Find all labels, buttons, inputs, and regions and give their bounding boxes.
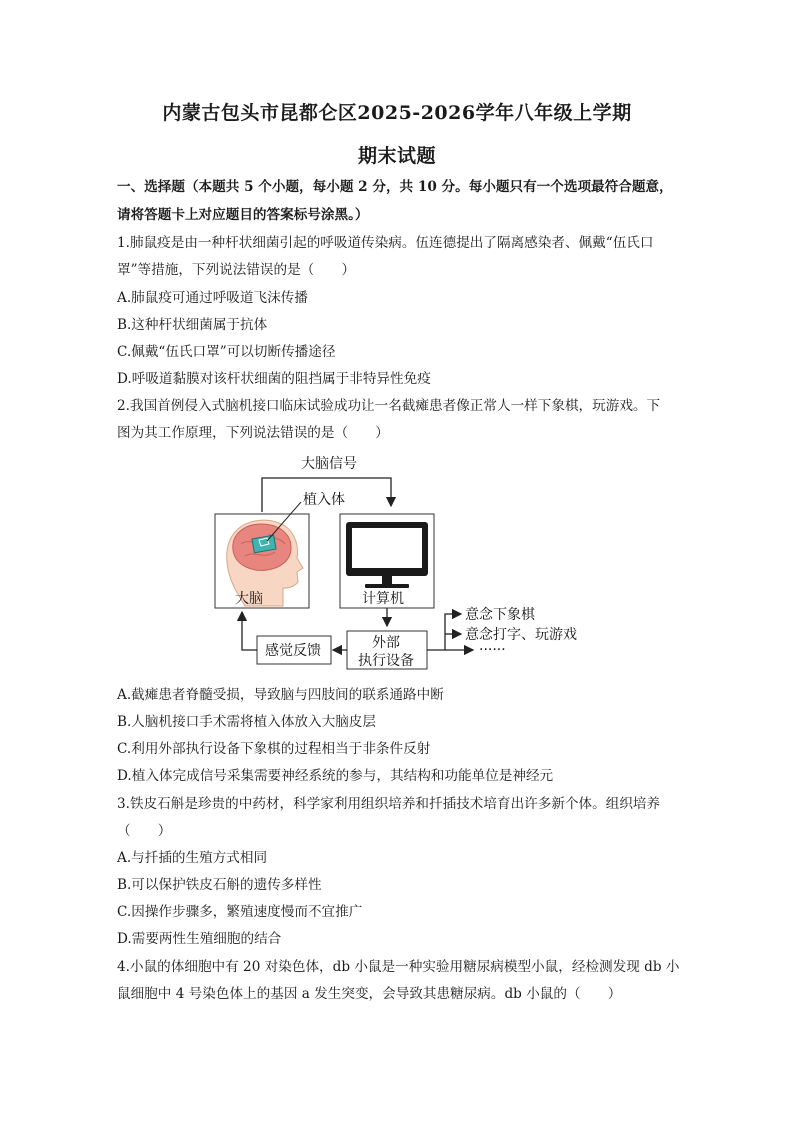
- q3-option-d: D.需要两性生殖细胞的结合: [117, 931, 282, 947]
- feedback-label: 感觉反馈: [265, 643, 321, 659]
- signal-label: 大脑信号: [301, 456, 357, 472]
- device-label-line1: 外部: [372, 635, 400, 651]
- q2-option-a: A.截瘫患者脊髓受损，导致脑与四肢间的联系通路中断: [117, 687, 444, 703]
- q1-stem-line2: 罩”等措施，下列说法错误的是（ ）: [117, 262, 356, 278]
- q2-option-b: B.人脑机接口手术需将植入体放入大脑皮层: [117, 714, 376, 730]
- q3-option-a: A.与扦插的生殖方式相同: [117, 850, 268, 866]
- device-label-line2: 执行设备: [358, 653, 414, 669]
- q1-option-c: C.佩戴“伍氏口罩”可以切断传播途径: [117, 344, 336, 360]
- page-title-line1: 内蒙古包头市昆都仑区2025-2026学年八年级上学期: [162, 102, 632, 124]
- section-heading-line2: 请将答题卡上对应题目的答案标号涂黑。）: [117, 207, 369, 223]
- output2-label: 意念打字、玩游戏: [465, 627, 577, 643]
- implant-label: 植入体: [303, 492, 345, 508]
- q2-stem-line2: 图为其工作原理，下列说法错误的是（ ）: [117, 425, 389, 441]
- computer-label: 计算机: [362, 591, 404, 607]
- q4-stem-line2: 鼠细胞中 4 号染色体上的基因 a 发生突变，会导致其患糖尿病。db 小鼠的（ ）: [117, 986, 622, 1002]
- q1-stem-line1: 1.肺鼠疫是由一种杆状细菌引起的呼吸道传染病。伍连德提出了隔离感染者、佩戴“伍氏口: [117, 235, 654, 251]
- q3-stem-line1: 3.铁皮石斛是珍贵的中药材，科学家利用组织培养和扦插技术培育出许多新个体。组织培养: [117, 796, 661, 812]
- q2-option-d: D.植入体完成信号采集需要神经系统的参与，其结构和功能单位是神经元: [117, 768, 554, 784]
- feedback-to-brain-arrow: [242, 612, 257, 650]
- q2-option-c: C.利用外部执行设备下象棋的过程相当于非条件反射: [117, 741, 431, 757]
- section-heading-line1: 一、选择题（本题共 5 个小题，每小题 2 分，共 10 分。每小题只有一个选项最符合题意，: [117, 179, 673, 195]
- q1-option-b: B.这种杆状细菌属于抗体: [117, 317, 268, 333]
- q3-stem-line2: （ ）: [117, 823, 172, 839]
- q3-option-b: B.可以保护铁皮石斛的遗传多样性: [117, 877, 322, 893]
- output1-label: 意念下象棋: [465, 607, 535, 623]
- q3-option-c: C.因操作步骤多，繁殖速度慢而不宜推广: [117, 904, 363, 920]
- output1-arrow: [445, 614, 461, 650]
- output3-label: ······: [479, 642, 506, 658]
- q1-option-a: A.肺鼠疫可通过呼吸道飞沫传播: [117, 290, 308, 306]
- q2-stem-line1: 2.我国首例侵入式脑机接口临床试验成功让一名截瘫患者像正常人一样下象棋，玩游戏。下: [117, 398, 661, 414]
- bci-diagram: [205, 454, 605, 674]
- q4-stem-line1: 4.小鼠的体细胞中有 20 对染色体，db 小鼠是一种实验用糖尿病模型小鼠，经检测发现 db 小: [117, 959, 680, 975]
- page-title-line2: 期末试题: [357, 145, 436, 167]
- q1-option-d: D.呼吸道黏膜对该杆状细菌的阻挡属于非特异性免疫: [117, 371, 431, 387]
- brain-label: 大脑: [235, 591, 263, 607]
